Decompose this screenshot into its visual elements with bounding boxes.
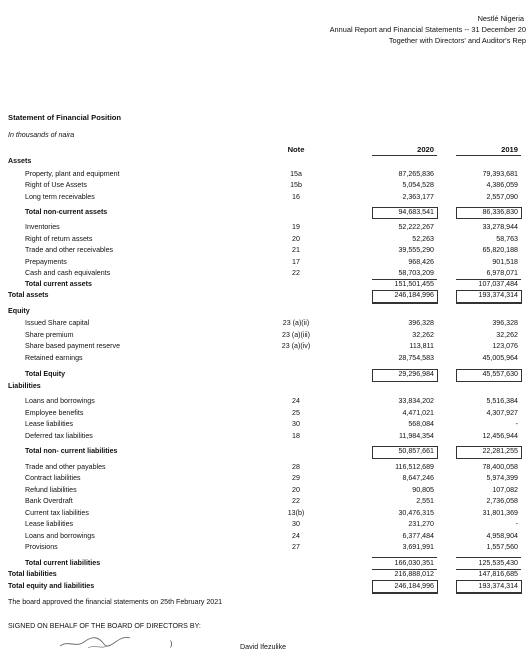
value-2019: 31,801,369 [482, 508, 518, 517]
row-note: 23 (a)(iv) [281, 342, 311, 350]
row-note: 21 [292, 246, 300, 254]
value-2020: 52,263 [412, 234, 434, 243]
table-row [0, 170, 526, 182]
value-2019: 22,281,255 [482, 447, 518, 455]
report-title: Annual Report and Financial Statements -- 31 December 20 [329, 25, 526, 34]
row-label: Total current assets [25, 279, 92, 288]
table-row [0, 582, 526, 594]
row-label: Employee benefits [25, 408, 84, 417]
signature-mark [58, 630, 138, 652]
table-row [0, 570, 526, 582]
row-note: 25 [292, 408, 300, 417]
value-2019: 4,307,927 [486, 408, 518, 417]
value-2020: 2,363,177 [402, 192, 434, 201]
row-note: 16 [292, 192, 300, 201]
value-2020: 166,030,351 [394, 558, 434, 567]
value-2019: 5,516,384 [486, 397, 518, 405]
row-label: Right of return assets [25, 234, 93, 243]
total-box [456, 580, 522, 594]
total-box [372, 290, 438, 304]
total-box [372, 369, 438, 382]
value-2020: 5,054,528 [402, 181, 434, 189]
row-note: 24 [292, 531, 300, 540]
row-label: Prepayments [25, 257, 67, 266]
value-2019: 58,763 [496, 234, 518, 243]
row-note: 13(b) [287, 508, 305, 517]
row-label: Total liabilities [8, 570, 57, 578]
report-subtitle: Together with Directors' and Auditor's Rep [388, 36, 526, 45]
row-label: Share based payment reserve [25, 342, 121, 350]
row-label: Liabilities [8, 382, 41, 390]
value-2019: 147,816,685 [478, 570, 518, 578]
value-2020: 32,262 [412, 330, 434, 339]
row-note: 15b [290, 181, 302, 189]
row-label: Share premium [25, 330, 74, 339]
table-row [0, 291, 526, 303]
table-row [0, 307, 526, 319]
subtotal-rule [372, 557, 437, 558]
value-2020: 90,805 [412, 485, 434, 494]
row-label: Total equity and liabilities [8, 581, 95, 590]
table-row [0, 543, 526, 555]
approval-statement: The board approved the financial statements on 25th February 2021 [8, 598, 223, 606]
value-2019: 2,557,090 [486, 192, 518, 201]
value-2019: 45,557,630 [482, 370, 518, 378]
table-row [0, 354, 526, 366]
subtotal-rule [456, 569, 521, 570]
value-2019: 4,958,904 [486, 531, 518, 540]
row-label: Issued Share capital [25, 319, 90, 327]
row-note: 22 [292, 269, 300, 277]
value-2020: 58,703,209 [398, 269, 434, 277]
value-2020: 87,265,836 [398, 169, 434, 178]
signatory-name: David Ifezulike [240, 643, 287, 651]
row-note: 19 [292, 223, 300, 231]
row-label: Loans and borrowings [25, 531, 95, 540]
header-rule-2020 [372, 155, 437, 156]
value-2019: 1,557,560 [486, 543, 518, 551]
value-2019: - [515, 520, 518, 528]
value-2020: 568,084 [408, 420, 434, 428]
row-note: 24 [292, 397, 300, 405]
value-2019: 65,820,188 [482, 246, 518, 254]
value-2019: 78,400,058 [482, 462, 518, 471]
row-note: 29 [292, 474, 300, 482]
table-row [0, 342, 526, 354]
value-2019: 125,535,430 [478, 558, 518, 567]
subtotal-rule [372, 279, 437, 280]
value-2020: 396,328 [408, 319, 434, 327]
row-label: Equity [8, 307, 30, 315]
signature-heading: SIGNED ON BEHALF OF THE BOARD OF DIRECTORS BY: [8, 622, 201, 630]
value-2020: 246,184,996 [394, 581, 434, 590]
row-label: Inventories [25, 223, 60, 231]
row-label: Refund liabilities [25, 485, 77, 494]
year-2020-header: 2020 [417, 145, 434, 154]
value-2019: 6,978,071 [486, 269, 518, 277]
value-2020: 216,888,012 [394, 570, 434, 578]
table-row [0, 382, 526, 394]
row-label: Total Equity [25, 370, 66, 378]
total-box [456, 446, 522, 459]
value-2019: 5,974,399 [486, 474, 518, 482]
row-label: Total non- current liabilities [25, 447, 118, 455]
row-label: Contract liabilities [25, 474, 81, 482]
value-2019: 79,393,681 [482, 169, 518, 178]
table-row [0, 463, 526, 475]
total-box [456, 207, 522, 220]
table-row [0, 258, 526, 270]
row-label: Loans and borrowings [25, 397, 95, 405]
row-label: Cash and cash equivalents [25, 269, 111, 277]
value-2019: 193,374,314 [478, 581, 518, 590]
value-2019: 4,386,059 [486, 181, 518, 189]
value-2019: 45,005,964 [482, 353, 518, 362]
table-row [0, 280, 526, 292]
table-row [0, 193, 526, 205]
total-box [372, 446, 438, 459]
value-2020: 94,683,541 [398, 208, 434, 216]
table-row [0, 223, 526, 235]
value-2019: 107,037,484 [478, 279, 518, 288]
row-note: 30 [292, 420, 300, 428]
value-2019: 12,456,944 [482, 431, 518, 440]
subtotal-rule [372, 569, 437, 570]
row-label: Bank Overdraft [25, 497, 73, 505]
row-note: 15a [290, 169, 302, 178]
row-label: Lease liabilities [25, 520, 74, 528]
value-2020: 231,270 [408, 520, 434, 528]
value-2020: 6,377,484 [402, 531, 434, 540]
row-label: Assets [8, 157, 32, 165]
row-label: Property, plant and equipment [25, 169, 120, 178]
subtotal-rule [456, 279, 521, 280]
table-row [0, 509, 526, 521]
row-note: 17 [292, 257, 300, 266]
value-2019: 193,374,314 [478, 291, 518, 299]
value-2019: 33,278,944 [482, 223, 518, 231]
table-row [0, 420, 526, 432]
row-label: Total assets [8, 291, 49, 299]
value-2019: 123,076 [492, 342, 518, 350]
value-2019: 901,518 [492, 257, 518, 266]
table-row [0, 319, 526, 331]
value-2020: 116,512,689 [395, 462, 434, 471]
table-row [0, 486, 526, 498]
header-rule-2019 [456, 155, 521, 156]
value-2020: 30,476,315 [398, 508, 434, 517]
value-2019: 107,082 [492, 485, 518, 494]
row-label: Lease liabilities [25, 420, 74, 428]
value-2019: 396,328 [492, 319, 518, 327]
row-label: Total current liabilities [25, 558, 101, 567]
row-label: Retained earnings [25, 353, 83, 362]
value-2020: 50,857,661 [398, 447, 434, 455]
row-label: Provisions [25, 543, 58, 551]
table-row [0, 208, 526, 220]
row-note: 28 [292, 462, 300, 471]
table-row [0, 235, 526, 247]
signature-bracket: ) [170, 640, 173, 648]
row-label: Deferred tax liabilities [25, 431, 93, 440]
statement-subtitle: In thousands of naira [8, 131, 75, 139]
table-row [0, 246, 526, 258]
table-row [0, 409, 526, 421]
total-box [456, 369, 522, 382]
row-note: 20 [292, 485, 300, 494]
value-2019: 32,262 [496, 330, 518, 339]
value-2020: 2,551 [416, 497, 434, 505]
value-2020: 8,647,246 [402, 474, 434, 482]
table-row [0, 432, 526, 444]
row-note: 22 [292, 497, 300, 505]
statement-title: Statement of Financial Position [8, 113, 122, 122]
row-label: Total non-current assets [25, 208, 108, 216]
table-row [0, 447, 526, 459]
value-2020: 246,184,996 [394, 291, 434, 299]
row-note: 30 [292, 520, 300, 528]
value-2019: - [515, 420, 518, 428]
row-label: Right of Use Assets [25, 181, 87, 189]
value-2019: 86,336,830 [482, 208, 518, 216]
total-box [372, 207, 438, 220]
table-row [0, 181, 526, 193]
row-label: Trade and other payables [25, 462, 106, 471]
table-row [0, 397, 526, 409]
year-2019-header: 2019 [501, 145, 518, 154]
table-row [0, 497, 526, 509]
value-2020: 151,501,455 [394, 279, 434, 288]
row-label: Current tax liabilities [25, 508, 89, 517]
table-row [0, 331, 526, 343]
row-note: 18 [292, 431, 300, 440]
value-2020: 33,834,202 [398, 397, 434, 405]
total-box [372, 580, 438, 594]
table-row [0, 532, 526, 544]
value-2020: 113,811 [409, 342, 434, 350]
total-box [456, 290, 522, 304]
table-row [0, 474, 526, 486]
table-row [0, 157, 526, 169]
table-row [0, 520, 526, 532]
row-note: 23 (a)(iii) [282, 330, 310, 339]
row-label: Long term receivables [25, 192, 95, 201]
table-row [0, 370, 526, 382]
row-note: 20 [292, 234, 300, 243]
value-2020: 11,984,354 [399, 431, 434, 440]
value-2020: 29,296,984 [398, 370, 434, 378]
subtotal-rule [456, 557, 521, 558]
company-name: Nestlé Nigeria [477, 14, 524, 23]
value-2020: 52,222,267 [398, 223, 434, 231]
value-2020: 968,426 [408, 257, 434, 266]
row-label: Trade and other receivables [25, 246, 114, 254]
row-note: 27 [292, 543, 300, 551]
value-2020: 4,471,021 [402, 408, 434, 417]
value-2020: 28,754,583 [398, 353, 434, 362]
table-row [0, 559, 526, 571]
value-2020: 3,691,991 [402, 543, 434, 551]
row-note: 23 (a)(ii) [282, 319, 310, 327]
value-2020: 39,555,290 [398, 246, 434, 254]
note-column-header: Note [287, 145, 305, 154]
value-2019: 2,736,058 [486, 497, 518, 505]
